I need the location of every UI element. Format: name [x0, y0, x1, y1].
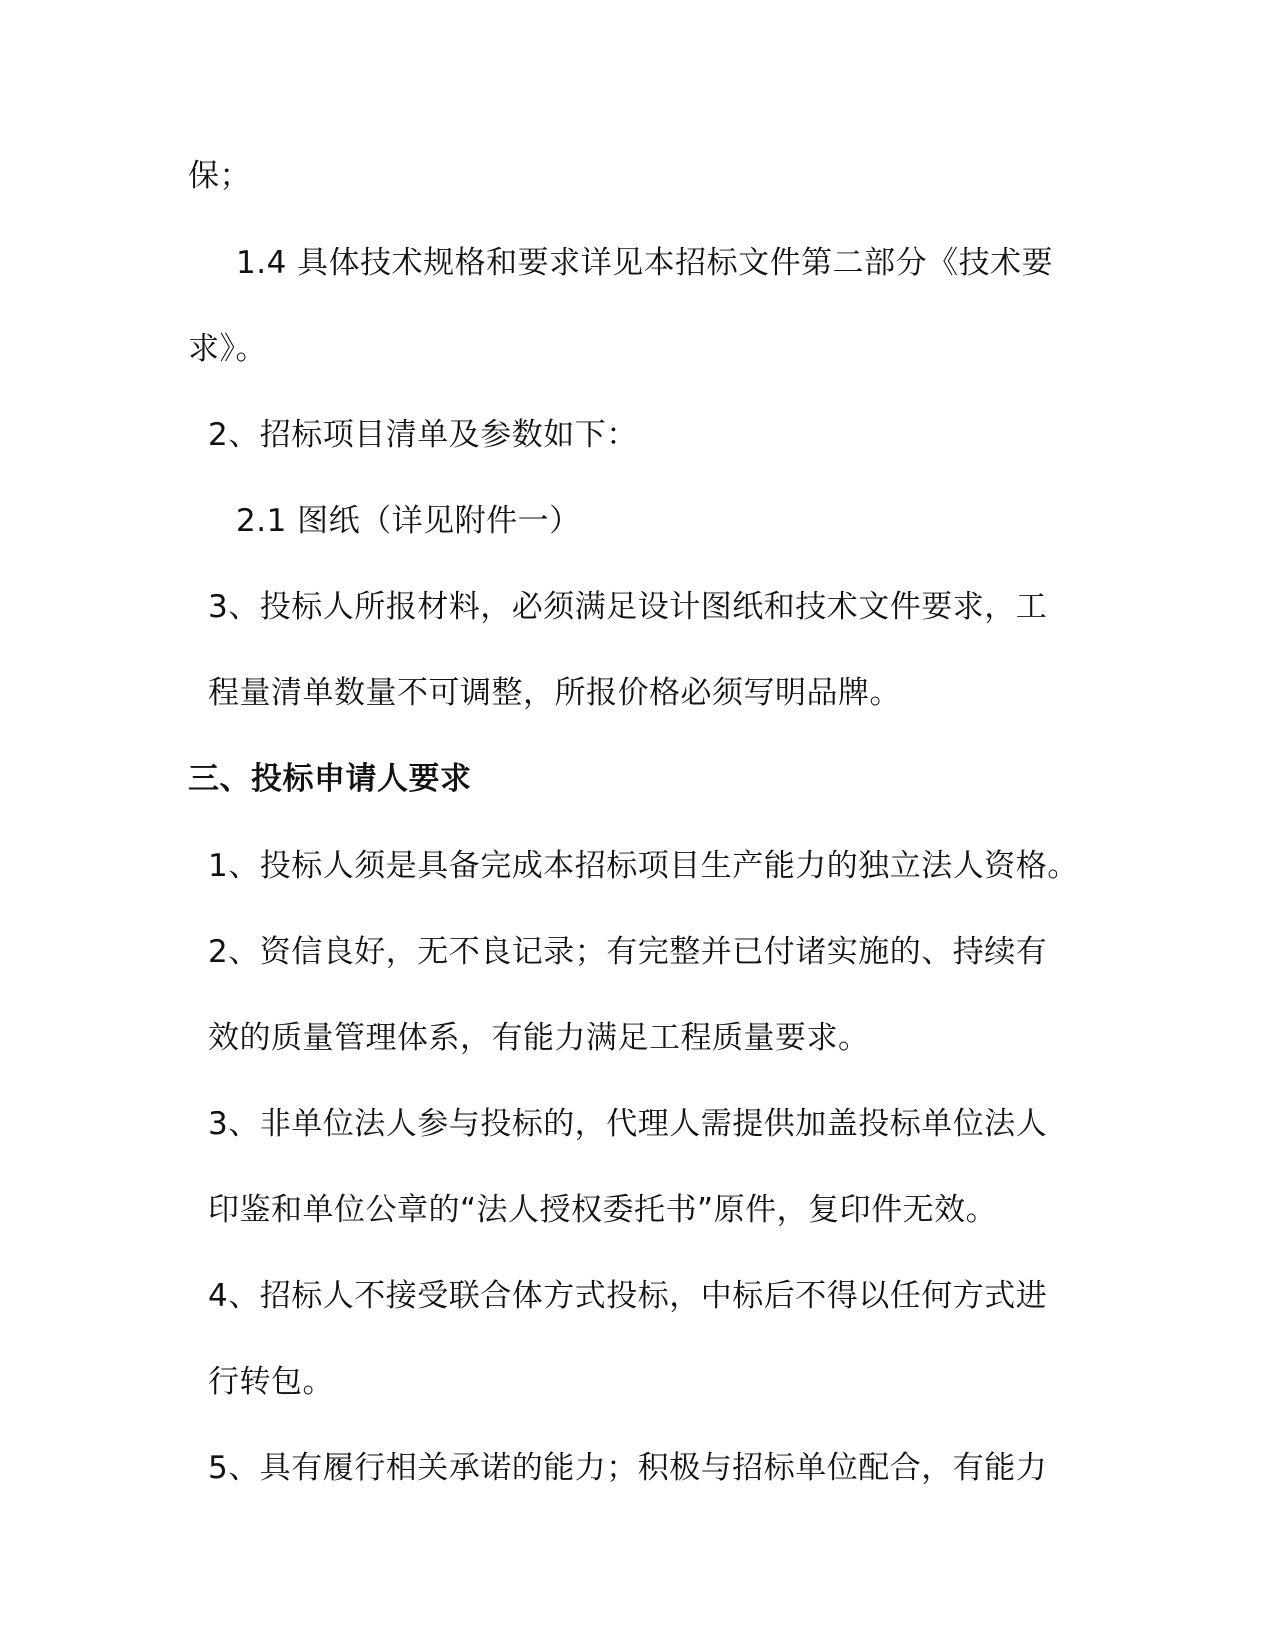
requirement-3-continuation: 印鉴和单位公章的“法人授权委托书”原件，复印件无效。	[208, 1192, 998, 1228]
clause-1-4-continuation: 求》。	[188, 331, 267, 367]
clause-3-continuation: 程量清单数量不可调整，所报价格必须写明品牌。	[208, 675, 901, 711]
clause-1-4: 1.4 具体技术规格和要求详见本招标文件第二部分《技术要	[236, 245, 1054, 281]
requirement-4-continuation: 行转包。	[208, 1364, 334, 1400]
requirement-1: 1、投标人须是具备完成本招标项目生产能力的独立法人资格。	[208, 848, 1079, 884]
clause-3: 3、投标人所报材料，必须满足设计图纸和技术文件要求，工	[208, 589, 1048, 625]
requirement-2: 2、资信良好，无不良记录；有完整并已付诸实施的、持续有	[208, 934, 1048, 970]
requirement-3: 3、非单位法人参与投标的，代理人需提供加盖投标单位法人	[208, 1106, 1048, 1142]
clause-2: 2、招标项目清单及参数如下：	[208, 417, 638, 453]
section-heading-bidder-requirements: 三、投标申请人要求	[188, 761, 472, 797]
requirement-5: 5、具有履行相关承诺的能力；积极与招标单位配合，有能力	[208, 1450, 1048, 1486]
requirement-4: 4、招标人不接受联合体方式投标，中标后不得以任何方式进	[208, 1278, 1048, 1314]
requirement-2-continuation: 效的质量管理体系，有能力满足工程质量要求。	[208, 1020, 870, 1056]
clause-2-1: 2.1 图纸（详见附件一）	[236, 503, 581, 539]
text-line-continuation-bao: 保；	[188, 158, 251, 194]
